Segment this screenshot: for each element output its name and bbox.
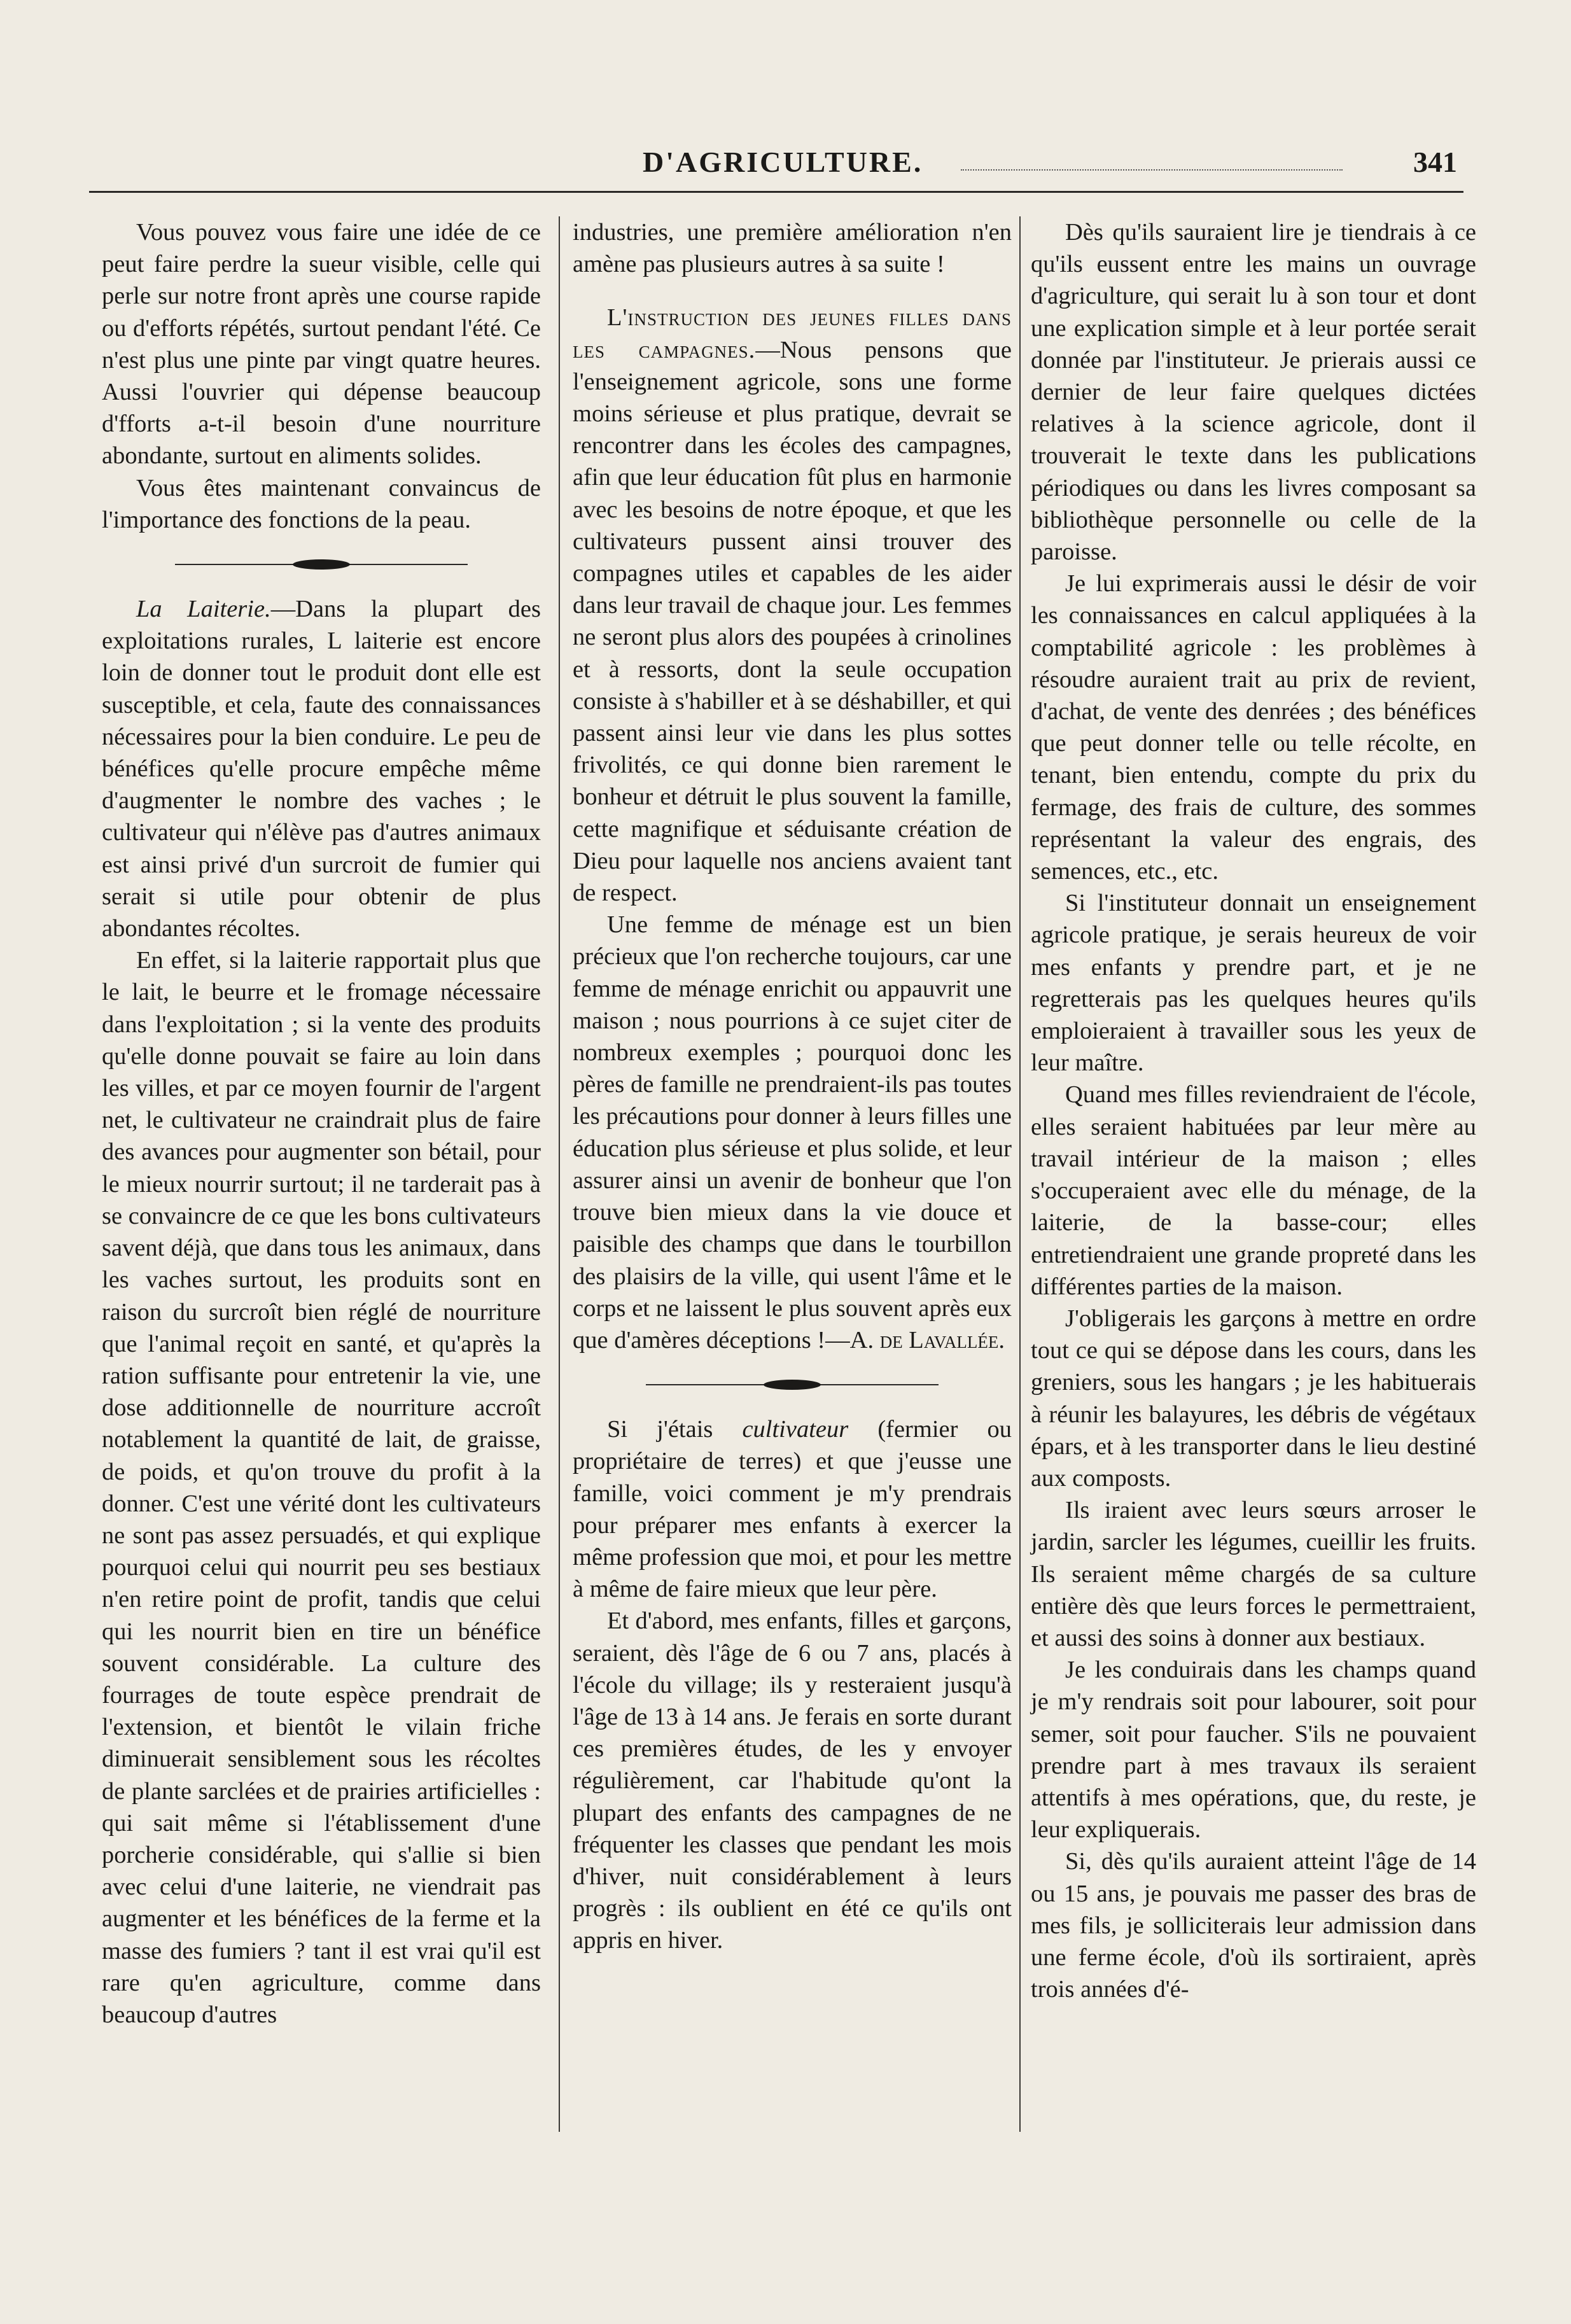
paragraph — [573, 909, 1012, 1356]
column-3 — [1031, 216, 1476, 2005]
section-separator — [646, 1382, 939, 1388]
paragraph-text: Si j'étais — [607, 1416, 743, 1443]
paragraph: Vous êtes maintenant convaincus de l'importance des fonctions de la peau. — [102, 474, 541, 533]
column-2 — [573, 216, 1012, 1957]
paragraph-text: (fermier ou propriétaire de terres) et que j'eusse une famille, voici comment je m'y prendrais pour préparer mes enfants à exercer la même profession que moi, et pour les mettre à même de faire mieux que leur père. — [573, 1416, 1012, 1603]
signature: —A. de Lavallée. — [825, 1326, 1005, 1354]
paragraph: Si l'instituteur donnait un enseignement agricole pratique, je serais heureux de voir mes enfants y prendre part, et je ne regretterais pas les quelques heures qu'ils emploieraient à travailler sous les yeux de leur maître. — [1031, 890, 1476, 1077]
page-header — [89, 145, 1463, 190]
paragraph-text: —Nous pensons que l'enseignement agricole, sons une forme moins sérieuse et plus pratique, devrait se rencontrer dans les écoles des campagnes, afin que leur éducation fût plus en harmonie avec les besoins de notre époque, et que les cultivateurs pussent ainsi trouver des compagnes utiles et capables de les aider dans leur travail de chaque jour. Les femmes ne seront plus alors des poupées à crinolines et à ressorts, dont la seule occupation consiste à s'habiller et à se déshabiller, et qui passent ainsi leur vie dans les plus sottes frivolités, ce qui donne bien rarement le bonheur et détruit le plus souvent la famille, cette magnifique et séduisante création de Dieu pour laquelle nos anciens avaient tant de respect. — [573, 336, 1012, 907]
running-title: D'AGRICULTURE. — [643, 146, 923, 178]
paragraph-text: Une femme de ménage est un bien précieux que l'on recherche toujours, car une femme de ménage enrichit ou appauvrit une maison ; nous pourrions à ce sujet citer de nombreux exemples ; pourquoi donc les pères de famille ne prendraient-ils pas toutes les précautions pour donner à leurs filles une éducation plus sérieuse et plus solide, et leur assurer ainsi un avenir de bonheur que l'on trouve bien mieux dans la vie douce et paisible des champs que dans le tourbillon des plaisirs de la ville, qui usent l'âme et le corps et ne laissent le plus souvent après eux que d'amères déceptions ! — [573, 911, 1012, 1354]
paragraph-instruction — [573, 302, 1012, 909]
paragraph: Vous pouvez vous faire une idée de ce peut faire perdre la sueur visible, celle qui perle sur notre front après une course rapide ou d'efforts répétés, surtout pendant l'été. Ce n'est plus une pinte par vingt quatre heures. Aussi l'ouvrier qui dépense beaucoup d'fforts a-t-il besoin d'une nourriture abondante, surtout en aliments solides. — [102, 219, 541, 470]
header-rule — [89, 191, 1463, 193]
paragraph: Et d'abord, mes enfants, filles et garçons, seraient, dès l'âge de 6 ou 7 ans, placés à l'école du village; ils y resteraient jusqu'à l'âge de 13 à 14 ans. Je ferais en sorte durant ces premières études, de les y envoyer régulièrement, car l'habitude qu'ont la plupart des enfants des campagnes de ne fréquenter les classes que pendant les mois d'hiver, nuit considérablement à leurs progrès : ils oublient en été ce qu'ils ont appris en hiver. — [573, 1607, 1012, 1954]
paragraph: Dès qu'ils sauraient lire je tiendrais à ce qu'ils eussent entre les mains un ouvrage d'agriculture, qui serait lu à son tour et dont une explication simple et à leur portée serait donnée par l'instituteur. Je prierais aussi ce dernier de leur faire quelques dictées relatives à la science agricole, dont il trouverait le texte dans les publications périodiques ou dans les livres composant sa bibliothèque personnelle ou celle de la paroisse. — [1031, 219, 1476, 566]
section-separator — [175, 561, 468, 568]
paragraph: En effet, si la laiterie rapportait plus que le lait, le beurre et le fromage nécessaire dans l'exploitation ; si la vente des produits qu'elle donne pouvait se faire au loin dans les villes, et par ce moyen fournir de l'argent net, le cultivateur ne craindrait plus de faire des avances pour augmenter son bétail, pour le mieux nourrir surtout; il ne tarderait pas à se convaincre de ce que les bons cultivateurs savent déjà, que dans tous les animaux, dans les vaches surtout, les produits sont en raison du surcroît bien réglé de nourriture que l'animal reçoit en santé, et qu'après la ration suffisante pour entretenir la vie, une dose additionnelle de nourriture accroît notablement la quantité de lait, de graisse, de poids, et qu'on trouve du profit à la donner. C'est une vérité dont les cultivateurs ne sont pas assez persuadés, et qui explique pourquoi celui qui nourrit peu ses bestiaux n'en retire point de profit, tandis que celui qui les nourrit bien en tire un bénéfice souvent considérable. La culture des fourrages de toute espèce prendrait de l'extension, et bientôt le vilain friche diminuerait sensiblement sous les récoltes de plante sarclées et de prairies artificielles : qui sait même si l'établissement d'une porcherie considérable, qui s'allie si bien avec celui d'une laiterie, ne viendrait pas augmenter et les bénéfices de la ferme et la masse des fumiers ? tant il est vrai qu'il est rare qu'en agriculture, comme dans beaucoup d'autres — [102, 947, 541, 2028]
header-leader-dots — [961, 169, 1343, 171]
paragraph — [573, 1413, 1012, 1605]
paragraph-laiterie — [102, 593, 541, 944]
paragraph: Je lui exprimerais aussi le désir de voir les connaissances en calcul appliquées à la comptabilité agricole : les problèmes à résoudre auraient trait au prix de revient, d'achat, de vente des denrées ; des bénéfices que peut donner telle ou telle récolte, en tenant, bien entendu, compte du prix du fermage, des frais de culture, des sommes représentant la valeur des engrais, des semences, etc., etc. — [1031, 570, 1476, 885]
page-number: 341 — [1413, 146, 1457, 178]
section-title-laiterie: La Laiterie. — [136, 596, 271, 623]
paragraph: Je les conduirais dans les champs quand je m'y rendrais soit pour labourer, soit pour semer, soit pour faucher. S'ils ne pouvaient prendre part à mes travaux ils seraient attentifs à mes opérations, que, du reste, je leur expliquerais. — [1031, 1656, 1476, 1844]
italic-word: cultivateur — [742, 1416, 849, 1443]
column-1 — [102, 216, 541, 2031]
paragraph: J'obligerais les garçons à mettre en ordre tout ce qui se dépose dans les cours, dans les greniers, sous les hangars ; je les habituerais à réunir les balayures, les débris de végétaux épars, et à les transporter dans le lieu destiné aux composts. — [1031, 1305, 1476, 1492]
paragraph: Ils iraient avec leurs sœurs arroser le jardin, sarcler les légumes, cueillir les fruits. Ils seraient même chargés de sa culture entière dès que leurs forces le permettraient, et aussi des soins à donner aux bestiaux. — [1031, 1497, 1476, 1651]
column-rule-1 — [559, 216, 560, 2132]
section-title-instruction: L'instruction des jeunes filles dans les campagnes. — [573, 304, 1012, 363]
paragraph: Si, dès qu'ils auraient atteint l'âge de 14 ou 15 ans, je pouvais me passer des bras de mes fils, je solliciterais leur admission dans une ferme école, d'où ils sortiraient, après trois années d'é- — [1031, 1848, 1476, 2003]
paragraph: Quand mes filles reviendraient de l'école, elles seraient habituées par leur mère au travail intérieur de la maison ; elles s'occuperaient avec elle du ménage, de la laiterie, de la basse-cour; elles entretiendraient une grande propreté dans les différentes parties de la maison. — [1031, 1081, 1476, 1300]
paragraph-text: —Dans la plupart des exploitations rurales, L laiterie est encore loin de donner tout le produit dont elle est susceptible, et cela, faute des connaissances nécessaires pour la bien conduire. Le peu de bénéfices qu'elle procure empêche même d'augmenter le nombre des vaches ; le cultivateur qui n'élève pas d'autres animaux est ainsi privé d'un surcroit de fumier qui serait si utile pour obtenir de plus abondantes récoltes. — [102, 596, 541, 942]
column-rule-2 — [1019, 216, 1021, 2132]
paragraph: industries, une première amélioration n'en amène pas plusieurs autres à sa suite ! — [573, 219, 1012, 278]
